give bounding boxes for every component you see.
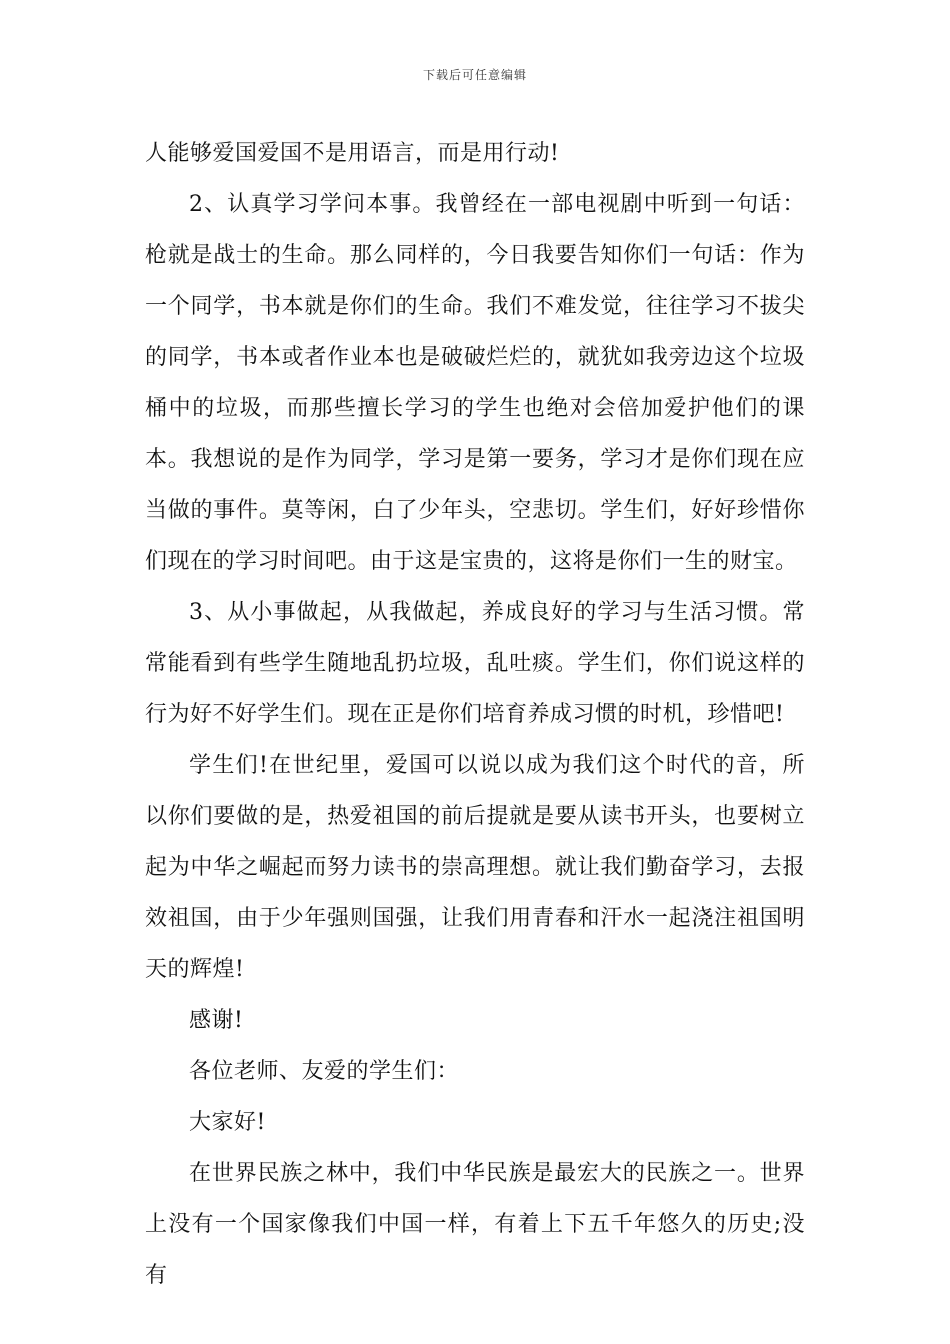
paragraph-4: 学生们!在世纪里，爱国可以说以成为我们这个时代的音，所以你们要做的是，热爱祖国的前后提就是要从读书开头，也要树立起为中华之崛起而努力读书的崇高理想。就让我们勤奋学习，去报效祖国，由于少年强则国强，让我们用青春和汗水一起浇注祖国明天的辉煌! [145, 753, 805, 982]
paragraph-3: 3、从小事做起，从我做起，养成良好的学习与生活习惯。常常能看到有些学生随地乱扔垃圾，乱吐痰。学生们，你们说这样的行为好不好学生们。现在正是你们培育养成习惯的时机，珍惜吧! [145, 600, 805, 727]
paragraph-2: 2、认真学习学问本事。我曾经在一部电视剧中听到一句话：枪就是战士的生命。那么同样的，今日我要告知你们一句话：作为一个同学，书本就是你们的生命。我们不难发觉，往往学习不拔尖的同学，书本或者作业本也是破破烂烂的，就犹如我旁边这个垃圾桶中的垃圾，而那些擅长学习的学生也绝对会倍加爱护他们的课本。我想说的是作为同学，学习是第一要务，学习才是你们现在应当做的事件。莫等闲，白了少年头，空悲切。学生们，好好珍惜你们现在的学习时间吧。由于这是宝贵的，这将是你们一生的财宝。 [145, 192, 805, 574]
paragraph-5: 感谢! [189, 1008, 244, 1033]
page-header: 下载后可任意编辑 [422, 68, 527, 82]
paragraph-7: 大家好! [189, 1110, 266, 1135]
paragraph-1: 人能够爱国爱国不是用语言，而是用行动! [145, 141, 560, 166]
document-body [145, 128, 805, 1301]
paragraph-8: 在世界民族之林中，我们中华民族是最宏大的民族之一。世界上没有一个国家像我们中国一样，有着上下五千年悠久的历史;没有 [145, 1161, 805, 1288]
paragraph-6: 各位老师、友爱的学生们： [189, 1059, 460, 1084]
